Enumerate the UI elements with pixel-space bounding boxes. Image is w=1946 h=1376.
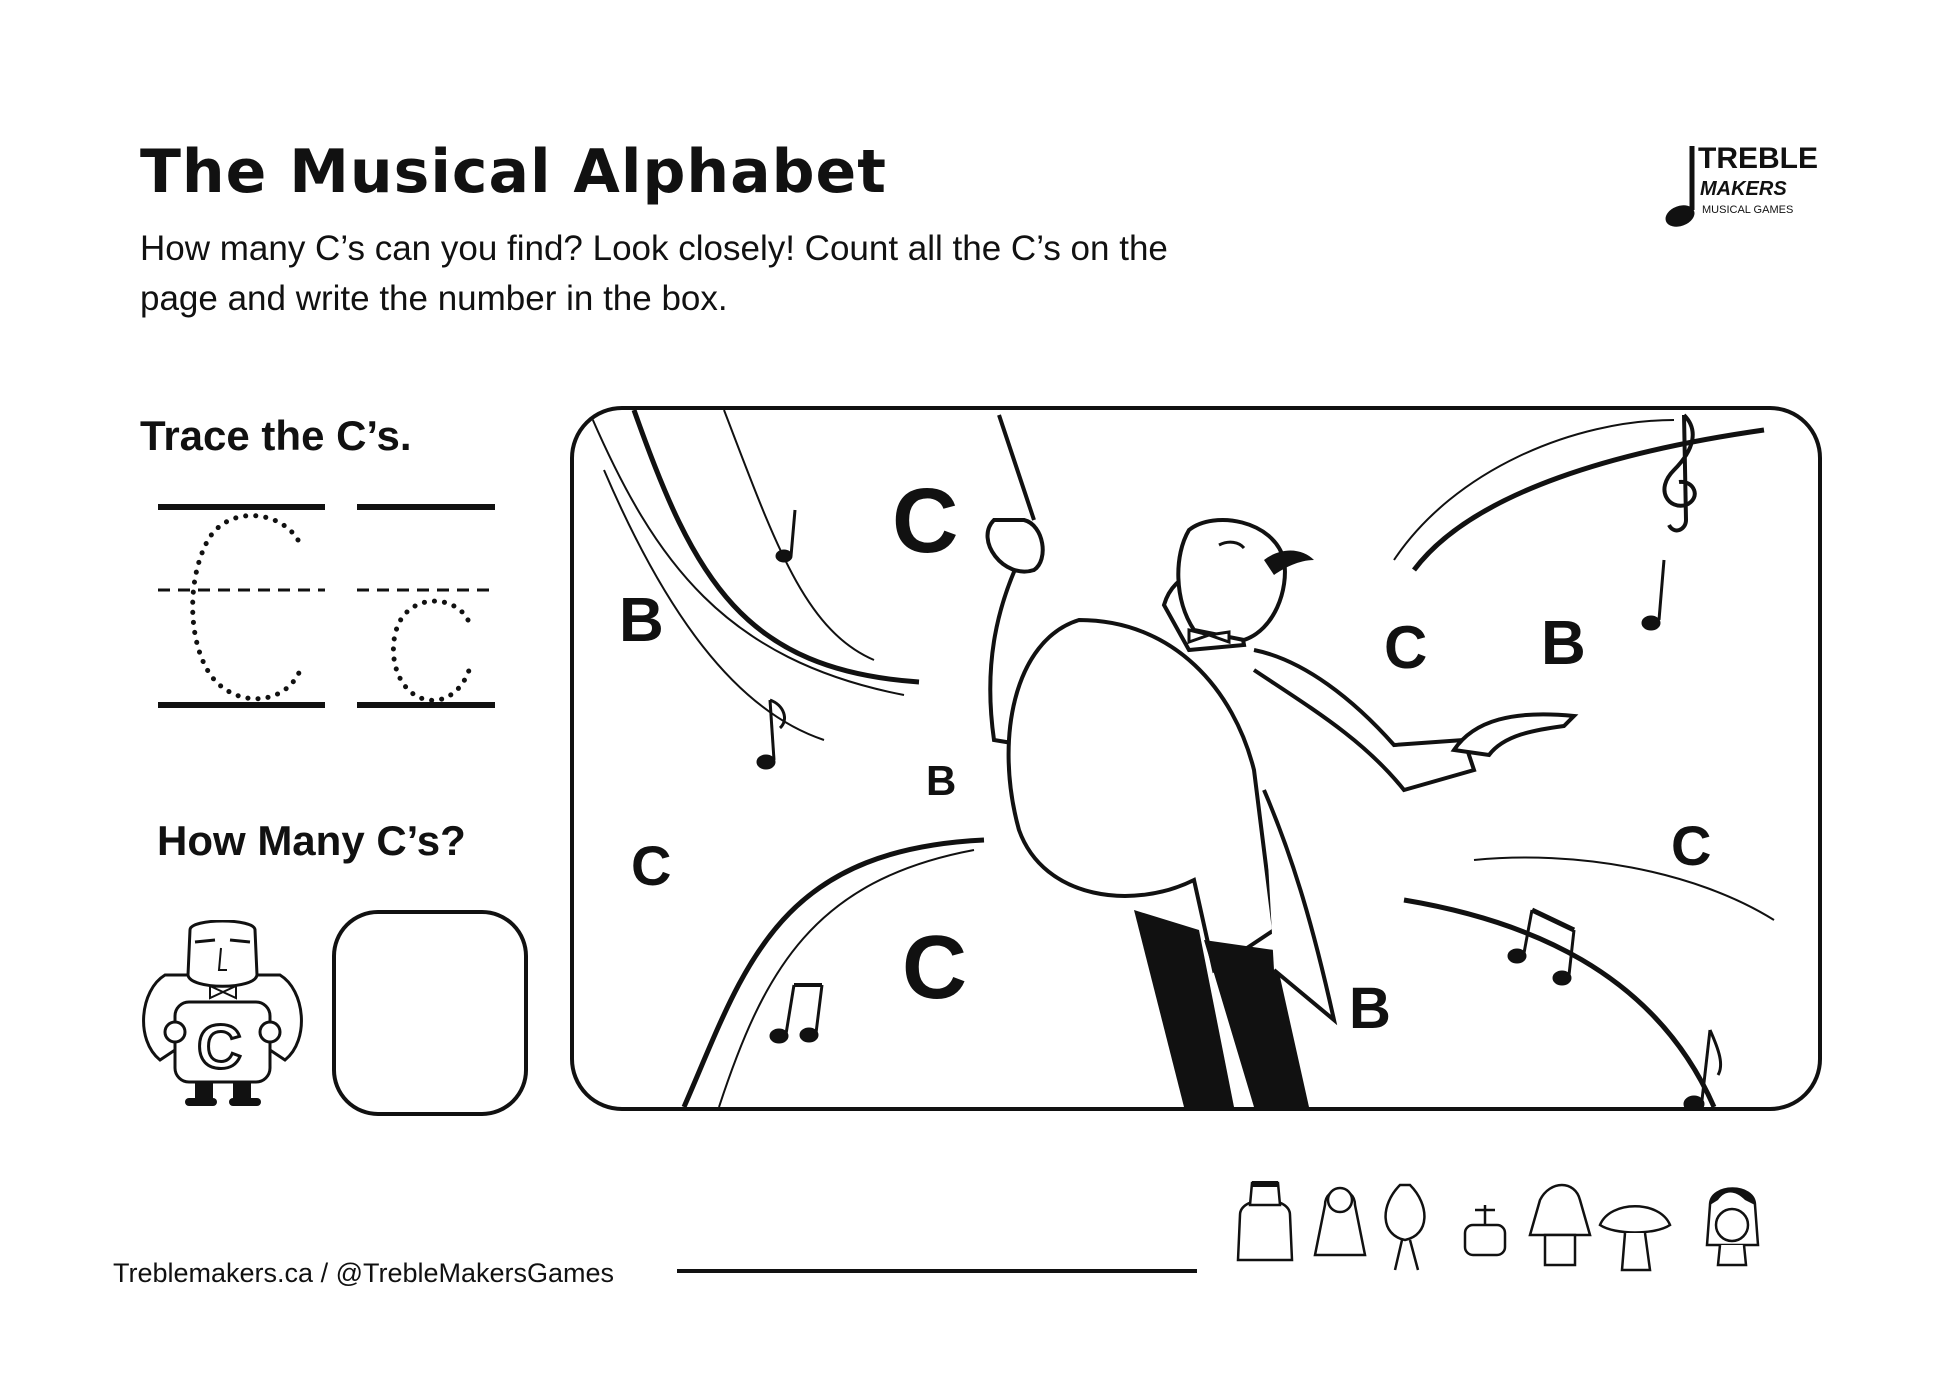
- treblemakers-logo: [1660, 140, 1830, 232]
- letter-c-5: C: [902, 918, 967, 1018]
- character-4: [1465, 1225, 1505, 1255]
- letter-c-1: C: [892, 470, 959, 572]
- answer-box[interactable]: [332, 910, 528, 1116]
- dotted-lowercase-c: [393, 601, 470, 700]
- mascot-c-illustration: [135, 920, 310, 1110]
- letter-c-4: C: [1671, 814, 1712, 877]
- letter-b-3: B: [926, 757, 957, 804]
- character-6: [1600, 1206, 1670, 1232]
- logo-line-3: MUSICAL GAMES: [1702, 204, 1794, 216]
- mascot-sign-letter: C: [197, 1013, 242, 1082]
- conductor-illustration: [574, 410, 1818, 1107]
- footer-divider: [677, 1269, 1197, 1273]
- letter-c-2: C: [1384, 614, 1428, 681]
- treble-clef-icon: [1664, 415, 1694, 530]
- search-scene: [570, 406, 1822, 1111]
- letter-b-1: B: [619, 586, 664, 655]
- character-3: [1386, 1185, 1425, 1240]
- letter-b-4: B: [1349, 976, 1391, 1041]
- character-lineup: [1230, 1175, 1800, 1275]
- logo-line-2: MAKERS: [1700, 178, 1787, 200]
- count-heading: How Many C’s?: [157, 817, 466, 864]
- letter-b-2: B: [1541, 609, 1586, 678]
- tracing-lines: [150, 495, 500, 720]
- dotted-capital-c: [193, 516, 302, 699]
- instructions-text: How many C’s can you find? Look closely! Count all the C’s on the page and write the number in the box.: [140, 229, 1168, 318]
- letter-c-3: C: [631, 834, 672, 897]
- trace-heading: Trace the C’s.: [140, 412, 412, 459]
- character-1: [1238, 1200, 1292, 1260]
- logo-line-1: TREBLE: [1698, 142, 1818, 175]
- page-title: The Musical Alphabet: [140, 137, 887, 207]
- footer-credit: Treblemakers.ca / @TrebleMakersGames: [113, 1258, 615, 1288]
- character-5: [1530, 1185, 1590, 1235]
